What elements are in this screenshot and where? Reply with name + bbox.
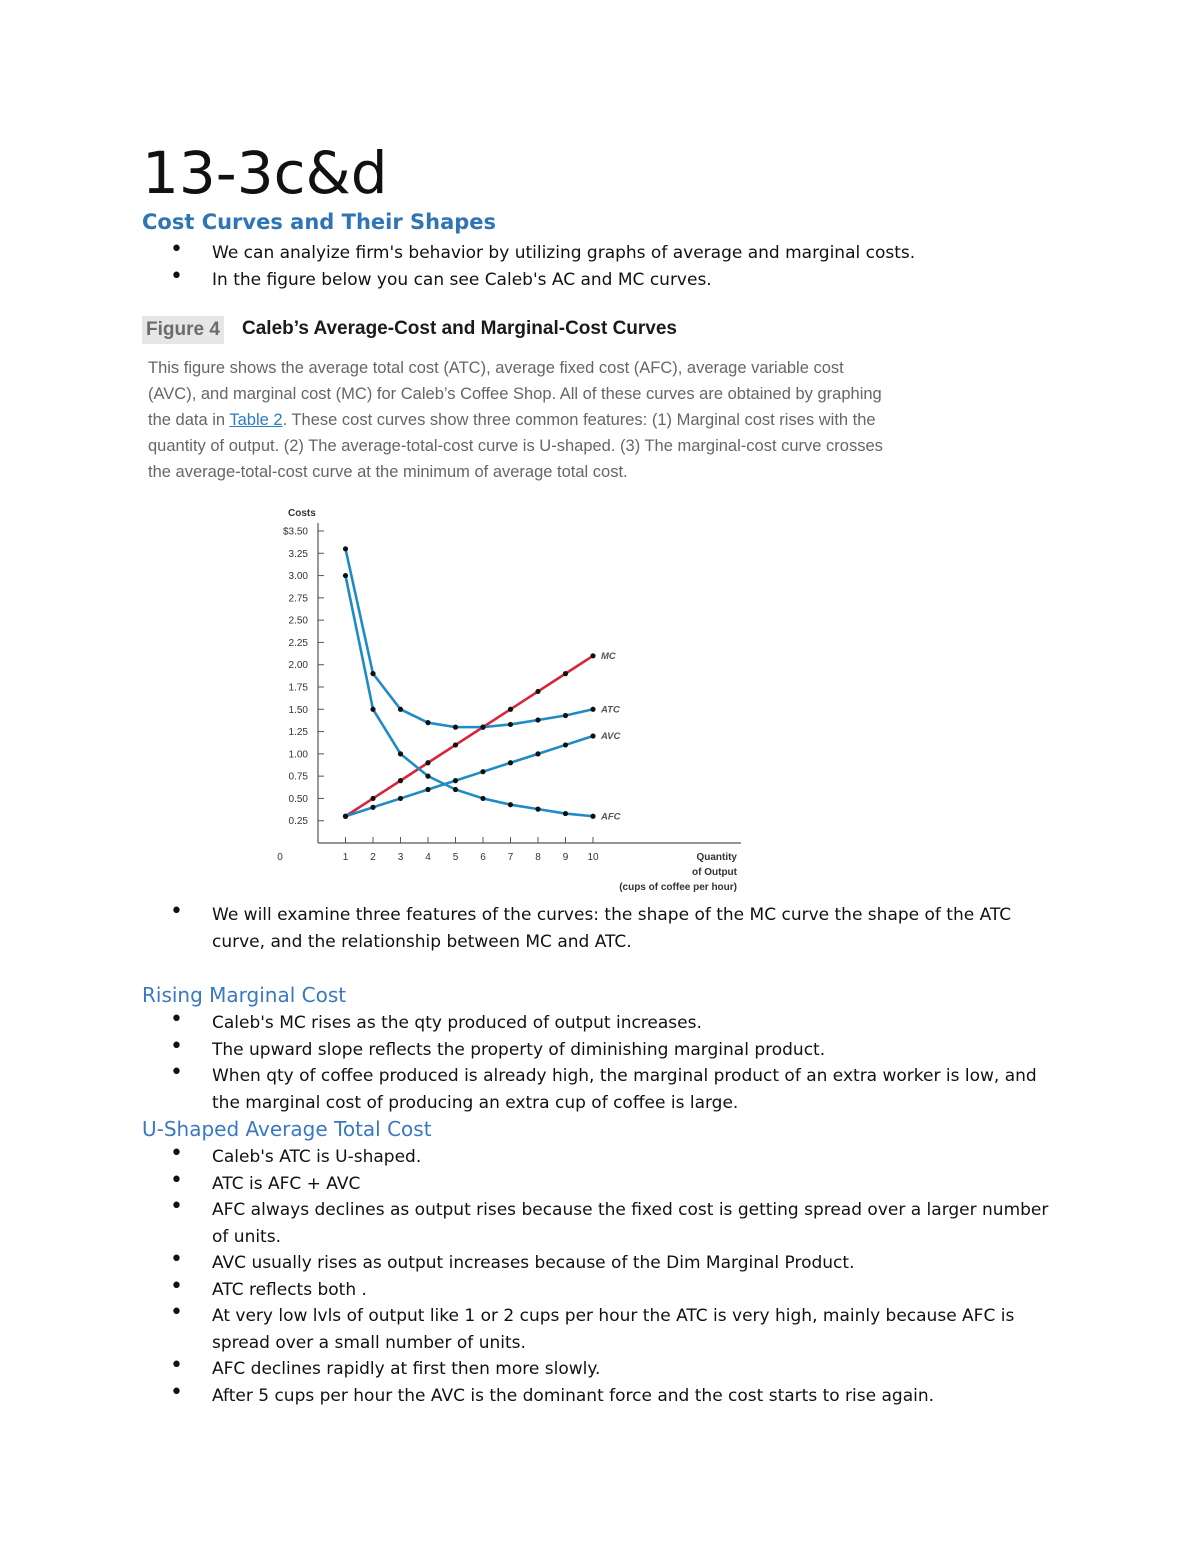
y-tick-label: 0.50: [288, 793, 308, 805]
data-point-afc: [370, 707, 375, 712]
section-heading-u-shaped-atc: U-Shaped Average Total Cost: [142, 1117, 432, 1141]
data-point-afc: [563, 811, 568, 816]
series-label-afc: AFC: [601, 811, 621, 823]
list-item: • After 5 cups per hour the AVC is the dominant force and the cost starts to rise again.: [168, 1383, 1068, 1410]
y-tick-label: 2.25: [288, 637, 308, 649]
data-point-afc: [508, 802, 513, 807]
data-point-mc: [453, 742, 458, 747]
data-point-avc: [425, 787, 430, 792]
series-label-atc: ATC: [601, 704, 620, 716]
y-tick-label: 1.00: [288, 749, 308, 761]
data-point-atc: [535, 717, 540, 722]
data-point-atc: [480, 725, 485, 730]
data-point-mc: [398, 778, 403, 783]
x-tick-label: 6: [480, 852, 486, 863]
series-label-avc: AVC: [601, 731, 621, 743]
section2-bullet-list: [168, 1010, 1068, 1116]
data-point-atc: [398, 707, 403, 712]
x-axis-title-line: Quantity: [696, 852, 737, 863]
data-point-mc: [370, 796, 375, 801]
data-point-atc: [508, 722, 513, 727]
section3-bullet-list: [168, 1144, 1068, 1409]
list-item: • ATC is AFC + AVC: [168, 1171, 1068, 1198]
x-tick-label: 10: [587, 852, 599, 863]
data-point-afc: [535, 807, 540, 812]
data-point-avc: [590, 733, 595, 738]
data-point-afc: [343, 573, 348, 578]
x-tick-label: 5: [452, 852, 459, 863]
figure-caption: [148, 355, 888, 485]
data-point-mc: [563, 671, 568, 676]
figure-label: Figure 4: [142, 316, 224, 344]
y-tick-label: 2.75: [288, 593, 308, 605]
data-point-atc: [563, 713, 568, 718]
data-point-avc: [508, 760, 513, 765]
y-tick-label: 0.75: [288, 771, 308, 783]
data-point-atc: [453, 725, 458, 730]
list-item: • Caleb's ATC is U-shaped.: [168, 1144, 1068, 1171]
y-tick-label: 3.25: [288, 548, 308, 560]
after-figure-bullet-list: [168, 902, 1068, 955]
data-point-afc: [425, 774, 430, 779]
data-point-mc: [425, 760, 430, 765]
list-item: • AFC always declines as output rises because the fixed cost is getting spread over a larger number of units.: [168, 1197, 1068, 1250]
list-item: • We can analyize firm's behavior by utilizing graphs of average and marginal costs.: [168, 240, 1068, 267]
y-tick-label: $3.50: [282, 526, 308, 538]
y-tick-label: 1.50: [288, 704, 308, 716]
x-tick-label: 1: [342, 852, 349, 863]
caption-text-continued: . These cost curves show three common features: (1) Marginal cost rises with the quantity of output. (2) The average-total-cost curve is U-shaped. (3) The marginal-cost curve crosses the average-total-cost curve at the minimum of average total cost.: [148, 411, 883, 481]
data-point-mc: [590, 653, 595, 658]
data-point-afc: [453, 787, 458, 792]
list-item: • The upward slope reflects the property of diminishing marginal product.: [168, 1037, 1068, 1064]
table-2-link[interactable]: Table 2: [229, 411, 283, 429]
data-point-avc: [535, 751, 540, 756]
series-line-atc: [346, 549, 594, 727]
list-item: • When qty of coffee produced is already high, the marginal product of an extra worker is low, and the marginal cost of producing an extra cup of coffee is large.: [168, 1063, 1068, 1116]
series-line-afc: [346, 576, 594, 817]
cost-curves-chart: [270, 495, 760, 895]
y-tick-label: 2.00: [288, 660, 308, 672]
page-title: 13-3c&d: [142, 139, 388, 207]
data-point-avc: [343, 814, 348, 819]
data-point-afc: [398, 751, 403, 756]
data-point-afc: [590, 814, 595, 819]
series-label-mc: MC: [601, 650, 616, 662]
section-heading-rising-mc: Rising Marginal Cost: [142, 983, 347, 1007]
section1-bullet-list: [168, 240, 1068, 293]
data-point-avc: [480, 769, 485, 774]
x-tick-label: 2: [370, 852, 376, 863]
y-tick-label: 2.50: [288, 615, 308, 627]
x-tick-label: 4: [425, 852, 431, 863]
data-point-atc: [425, 720, 430, 725]
list-item: • Caleb's MC rises as the qty produced of output increases.: [168, 1010, 1068, 1037]
series-line-avc: [346, 736, 594, 816]
y-tick-label: 3.00: [288, 571, 308, 583]
x-tick-label: 8: [535, 852, 541, 863]
x-tick-label: 3: [397, 852, 404, 863]
caption-text: This figure shows the average total cost (ATC), average fixed cost (AFC), average variable cost (AVC), and marginal cost (MC) for Caleb’s Coffee Shop. All of these curves are obtained by graphing the data in: [148, 359, 882, 429]
x-tick-label: 9: [562, 852, 569, 863]
list-item: • AVC usually rises as output increases because of the Dim Marginal Product.: [168, 1250, 1068, 1277]
data-point-afc: [480, 796, 485, 801]
x-axis-title-line: (cups of coffee per hour): [619, 882, 737, 893]
list-item: • AFC declines rapidly at first then more slowly.: [168, 1356, 1068, 1383]
list-item: • ATC reflects both .: [168, 1277, 1068, 1304]
list-item: • At very low lvls of output like 1 or 2 cups per hour the ATC is very high, mainly because AFC is spread over a small number of units.: [168, 1303, 1068, 1356]
y-tick-label: 1.75: [288, 682, 308, 694]
data-point-atc: [370, 671, 375, 676]
y-axis-title: Costs: [288, 508, 316, 519]
x-axis-title-line: of Output: [692, 867, 737, 878]
data-point-mc: [508, 707, 513, 712]
data-point-atc: [590, 707, 595, 712]
section-heading-cost-curves: Cost Curves and Their Shapes: [142, 210, 497, 234]
data-point-avc: [453, 778, 458, 783]
data-point-atc: [343, 546, 348, 551]
data-point-mc: [535, 689, 540, 694]
figure-title: Caleb’s Average-Cost and Marginal-Cost Curves: [242, 318, 677, 339]
data-point-avc: [398, 796, 403, 801]
series-line-mc: [346, 656, 594, 816]
x-tick-label: 7: [507, 852, 514, 863]
list-item: • We will examine three features of the curves: the shape of the MC curve the shape of the ATC curve, and the relationship between MC and ATC.: [168, 902, 1068, 955]
y-tick-label: 0.25: [288, 816, 308, 828]
data-point-avc: [370, 805, 375, 810]
data-point-avc: [563, 742, 568, 747]
x-tick-label: 0: [277, 852, 283, 863]
list-item: • In the figure below you can see Caleb's AC and MC curves.: [168, 267, 1068, 294]
y-tick-label: 1.25: [288, 727, 308, 739]
